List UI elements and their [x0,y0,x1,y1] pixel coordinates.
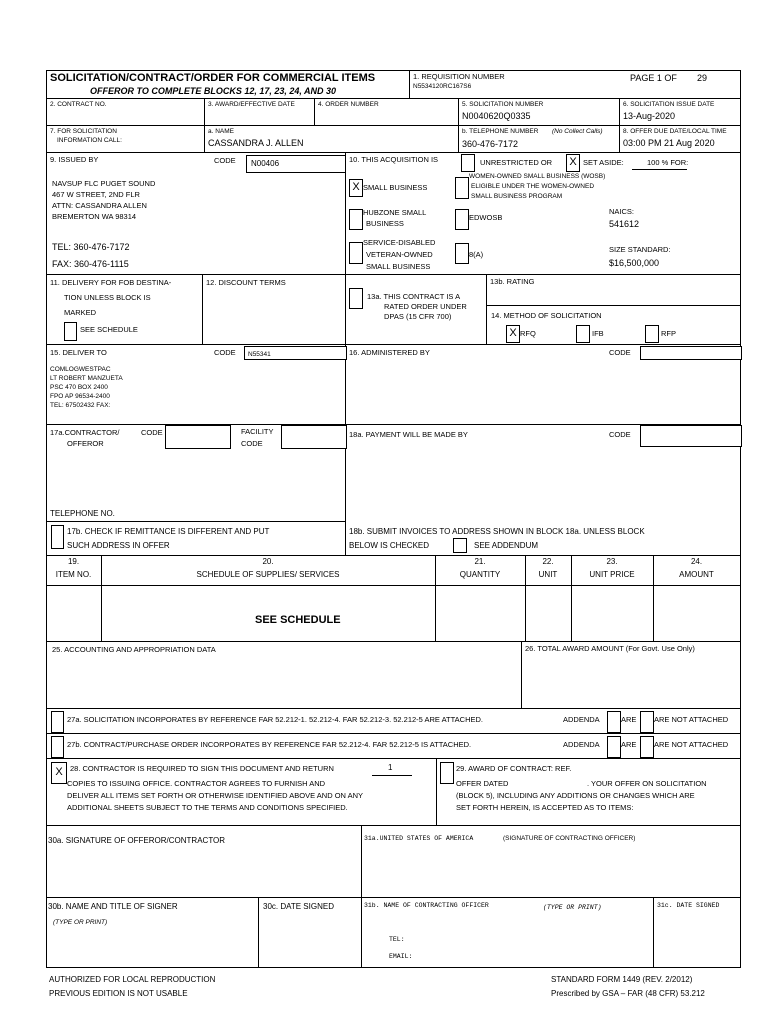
contractor-label-1: 17a.CONTRACTOR/ [50,428,120,437]
size-standard-value[interactable]: $16,500,000 [609,258,660,268]
size-standard-label: SIZE STANDARD: [609,245,671,254]
col-item-no-label: ITEM NO. [55,570,92,579]
27b-are-not-checkbox[interactable] [640,736,654,758]
eight-a-label: 8(A) [469,250,484,259]
col-schedule-label: SCHEDULE OF SUPPLIES/ SERVICES [196,570,340,579]
facility-code-box[interactable] [281,425,347,449]
unrestricted-label: UNRESTRICTED OR [480,158,553,167]
contractor-label-2: OFFEROR [67,439,104,448]
27b-addenda-label: ADDENDA [563,740,600,749]
offer-due-value[interactable]: 03:00 PM 21 Aug 2020 [623,138,715,148]
issued-by-code-label: CODE [214,156,236,165]
invoice-label-2: BELOW IS CHECKED [349,541,430,550]
small-business-checkbox[interactable] [349,179,363,197]
rfq-checkbox[interactable] [506,325,520,343]
addendum-checkbox[interactable] [453,538,467,553]
accounting-label: 25. ACCOUNTING AND APPROPRIATION DATA [52,645,216,654]
issued-by-code-box[interactable] [246,155,346,173]
contractor-code-box[interactable] [165,425,231,449]
rated-order-label-2: RATED ORDER UNDER [384,302,467,311]
rated-order-checkbox[interactable] [349,288,363,309]
footer-right-1: STANDARD FORM 1449 (REV. 2/2012) [551,975,693,984]
rfq-label: RFQ [520,329,536,338]
col-item-no-number: 19. [67,557,80,566]
solicitation-number-label: 5. SOLICITATION NUMBER [462,101,544,108]
deliver-to-code-box[interactable] [244,346,347,360]
contact-name-label: a. NAME [208,128,235,135]
27b-are-not-label: ARE NOT ATTACHED [654,740,729,749]
page-total: 29 [697,73,708,83]
28-line3: DELIVER ALL ITEMS SET FORTH OR OTHERWISE IDENTIFIED ABOVE AND ON ANY [67,791,364,800]
remittance-label-1: 17b. CHECK IF REMITTANCE IS DIFFERENT AND PUT [67,527,270,536]
28-line2: COPIES TO ISSUING OFFICE. CONTRACTOR AGREES TO FURNISH AND [67,779,326,788]
sdvosb-label-1: SERVICE-DISABLED [363,238,436,247]
27a-addenda-label: ADDENDA [563,715,600,724]
issue-date-label: 6. SOLICITATION ISSUE DATE [623,101,715,108]
telephone-label: b. TELEPHONE NUMBER [462,128,539,135]
administered-by-label: 16. ADMINISTERED BY [349,348,430,357]
rfq-checkmark: X [509,327,517,339]
award-date-label: 3. AWARD/EFFECTIVE DATE [208,101,295,108]
edwosb-label: EDWOSB [469,213,503,222]
invoice-label-1: 18b. SUBMIT INVOICES TO ADDRESS SHOWN IN BLOCK 18a. UNLESS BLOCK [349,527,645,536]
rating-label: 13b. RATING [490,277,535,286]
solicitation-info-label-2: INFORMATION CALL: [57,137,122,144]
27a-are-not-checkbox[interactable] [640,711,654,733]
col-unit-label: UNIT [538,570,558,579]
no-collect-note: (No Collect Calls) [552,128,603,135]
hubzone-checkbox[interactable] [349,209,363,230]
requisition-number-label: 1. REQUISITION NUMBER [413,72,505,81]
fob-delivery-label-1: 11. DELIVERY FOR FOB DESTINA- [50,278,172,287]
29-line2b: . YOUR OFFER ON SOLICITATION [587,779,707,788]
small-business-label: SMALL BUSINESS [363,183,428,192]
addendum-label: SEE ADDENDUM [474,541,539,550]
small-business-checkmark: X [352,181,360,193]
facility-code-label-1: FACILITY [241,427,274,436]
wosb-label-3: SMALL BUSINESS PROGRAM [471,193,563,200]
naics-value[interactable]: 541612 [609,219,640,229]
ifb-checkbox[interactable] [576,325,590,343]
hubzone-label-1: HUBZONE SMALL [363,208,427,217]
col-unit-price-label: UNIT PRICE [589,570,635,579]
27a-are-label: ARE [621,715,637,724]
29-line2a: OFFER DATED [456,779,509,788]
issued-by-line1: NAVSUP FLC PUGET SOUND [52,179,156,188]
issue-date-value[interactable]: 13-Aug-2020 [623,111,676,121]
27a-are-checkbox[interactable] [607,711,621,733]
31b-type-note: (TYPE OR PRINT) [543,904,602,911]
27a-are-not-label: ARE NOT ATTACHED [654,715,729,724]
contact-name-value[interactable]: CASSANDRA J. ALLEN [208,138,304,148]
see-schedule-text: SEE SCHEDULE [255,614,341,626]
telephone-value[interactable]: 360-476-7172 [462,139,519,149]
sdvosb-checkbox[interactable] [349,242,363,264]
facility-code-label-2: CODE [241,439,263,448]
29-line4: SET FORTH HEREIN, IS ACCEPTED AS TO ITEMS: [456,803,634,812]
col-amount-number: 24. [690,557,703,566]
wosb-checkbox[interactable] [455,177,469,199]
issued-by-fax: FAX: 360-476-1115 [52,259,129,269]
see-schedule-label: SEE SCHEDULE [80,325,138,334]
31c-date-label: 31c. DATE SIGNED [657,902,720,909]
deliver-to-code-value: N55341 [248,351,271,358]
footer-right-2: Prescribed by GSA – FAR (48 CFR) 53.212 [551,989,705,998]
solicitation-info-label: 7. FOR SOLICITATION [50,128,117,135]
issued-by-line4: BREMERTON WA 98314 [52,212,137,221]
28-copies-underline [372,775,412,776]
27b-are-label: ARE [621,740,637,749]
sdvosb-label-2: VETERAN-OWNED [366,250,433,259]
page-label: PAGE 1 OF [630,73,677,83]
27b-checkbox[interactable] [51,736,64,758]
set-aside-checkbox[interactable] [566,154,580,172]
contractor-code-label: CODE [141,428,163,437]
deliver-to-line4: FPO AP 96534-2400 [50,393,110,400]
solicitation-number-value[interactable]: N0040620Q0335 [462,111,531,121]
rated-order-label-3: DPAS (15 CFR 700) [384,312,452,321]
28-checkbox[interactable] [51,762,67,784]
naics-label: NAICS: [609,207,635,216]
requisition-number-value: N5534120RC167S6 [413,83,472,90]
payment-label: 18a. PAYMENT WILL BE MADE BY [349,430,468,439]
form-subtitle: OFFEROR TO COMPLETE BLOCKS 12, 17, 23, 24, AND 30 [90,86,337,96]
col-amount-label: AMOUNT [679,570,714,579]
telephone-no-label: TELEPHONE NO. [50,509,115,518]
27b-text: 27b. CONTRACT/PURCHASE ORDER INCORPORATES BY REFERENCE FAR 52.212-4. FAR 52.212-5 IS ATTACHED. [67,740,472,749]
acquisition-label: 10. THIS ACQUISITION IS [349,155,439,164]
issued-by-line3: ATTN: CASSANDRA ALLEN [52,201,147,210]
31a-signature-note: (SIGNATURE OF CONTRACTING OFFICER) [503,835,636,842]
hubzone-label-2: BUSINESS [366,219,404,228]
discount-terms-label: 12. DISCOUNT TERMS [206,278,286,287]
deliver-to-line2: LT ROBERT MANZUETA [50,375,123,382]
administered-code-label: CODE [609,348,631,357]
administered-code-box[interactable] [640,346,742,360]
28-line1: 28. CONTRACTOR IS REQUIRED TO SIGN THIS DOCUMENT AND RETURN [70,764,334,773]
deliver-to-label: 15. DELIVER TO [50,348,107,357]
set-aside-checkmark: X [569,156,577,168]
31b-name-label: 31b. NAME OF CONTRACTING OFFICER [364,902,489,909]
col-unit-number: 22. [542,557,554,566]
footer-left-1: AUTHORIZED FOR LOCAL REPRODUCTION [49,975,216,984]
eight-a-checkbox[interactable] [455,243,469,264]
col-unit-price-number: 23. [606,557,618,566]
edwosb-checkbox[interactable] [455,209,469,230]
col-schedule-number: 20. [262,557,274,566]
payment-code-box[interactable] [640,425,742,447]
method-label: 14. METHOD OF SOLICITATION [491,311,602,320]
29-line3: (BLOCK 5), INCLUDING ANY ADDITIONS OR CHANGES WHICH ARE [456,791,695,800]
contract-number-label: 2. CONTRACT NO. [50,101,107,108]
27b-are-checkbox[interactable] [607,736,621,758]
ifb-label: IFB [592,329,604,338]
deliver-to-line1: COMLOGWESTPAC [50,366,111,373]
31a-signature-label: 31a.UNITED STATES OF AMERICA [364,835,474,842]
deliver-to-line3: PSC 470 BOX 2400 [50,384,108,391]
issued-by-line2: 467 W STREET, 2ND FLR [52,190,140,199]
see-schedule-checkbox[interactable] [64,322,77,341]
issued-by-tel: TEL: 360-476-7172 [52,242,130,252]
issued-by-label: 9. ISSUED BY [50,155,99,164]
fob-delivery-label-2: TION UNLESS BLOCK IS [64,293,151,302]
contracting-officer-tel: TEL: [389,936,405,943]
sdvosb-label-3: SMALL BUSINESS [366,262,431,271]
29-checkbox[interactable] [440,762,454,784]
28-checkmark: X [55,766,63,778]
rfp-checkbox[interactable] [645,325,659,343]
deliver-to-line5: TEL: 67502432 FAX: [50,402,111,409]
offer-due-label: 8. OFFER DUE DATE/LOCAL TIME [623,128,727,135]
set-aside-label: SET ASIDE: [583,158,624,167]
set-aside-underline [632,169,687,170]
27a-text: 27a. SOLICITATION INCORPORATES BY REFERENCE FAR 52.212-1. 52.212-4. FAR 52.212-3. 52.212-5 ARE ATTACHED. [67,715,483,724]
rfp-label: RFP [661,329,676,338]
col-quantity-number: 21. [474,557,486,566]
wosb-label-1: WOMEN-OWNED SMALL BUSINESS (WOSB) [469,173,606,180]
set-aside-percent: 100 % FOR: [647,158,689,167]
order-number-label: 4. ORDER NUMBER [318,101,379,108]
30a-signature-label: 30a. SIGNATURE OF OFFEROR/CONTRACTOR [48,836,226,845]
footer-left-2: PREVIOUS EDITION IS NOT USABLE [49,989,188,998]
27a-checkbox[interactable] [51,711,64,733]
28-copies-value[interactable]: 1 [388,763,393,772]
remittance-label-2: SUCH ADDRESS IN OFFER [67,541,170,550]
col-quantity-label: QUANTITY [459,570,501,579]
wosb-label-2: ELIGIBLE UNDER THE WOMEN-OWNED [471,183,595,190]
29-line1: 29. AWARD OF CONTRACT: REF. [456,764,572,773]
form-title: SOLICITATION/CONTRACT/ORDER FOR COMMERCIAL ITEMS [50,72,376,84]
28-line4: ADDITIONAL SHEETS SUBJECT TO THE TERMS AND CONDITIONS SPECIFIED. [67,803,348,812]
total-award-label: 26. TOTAL AWARD AMOUNT (For Govt. Use Only) [525,644,695,653]
rated-order-label-1: 13a. THIS CONTRACT IS A [367,292,461,301]
fob-delivery-label-3: MARKED [64,308,97,317]
unrestricted-checkbox[interactable] [461,154,475,172]
30c-date-label: 30c. DATE SIGNED [263,902,334,911]
deliver-to-code-label: CODE [214,348,236,357]
remittance-checkbox[interactable] [51,525,64,549]
contracting-officer-email: EMAIL: [389,953,413,960]
issued-by-code-value: N00406 [251,159,280,168]
30b-name-label: 30b. NAME AND TITLE OF SIGNER [48,902,178,911]
payment-code-label: CODE [609,430,631,439]
30b-type-note: (TYPE OR PRINT) [53,919,108,926]
